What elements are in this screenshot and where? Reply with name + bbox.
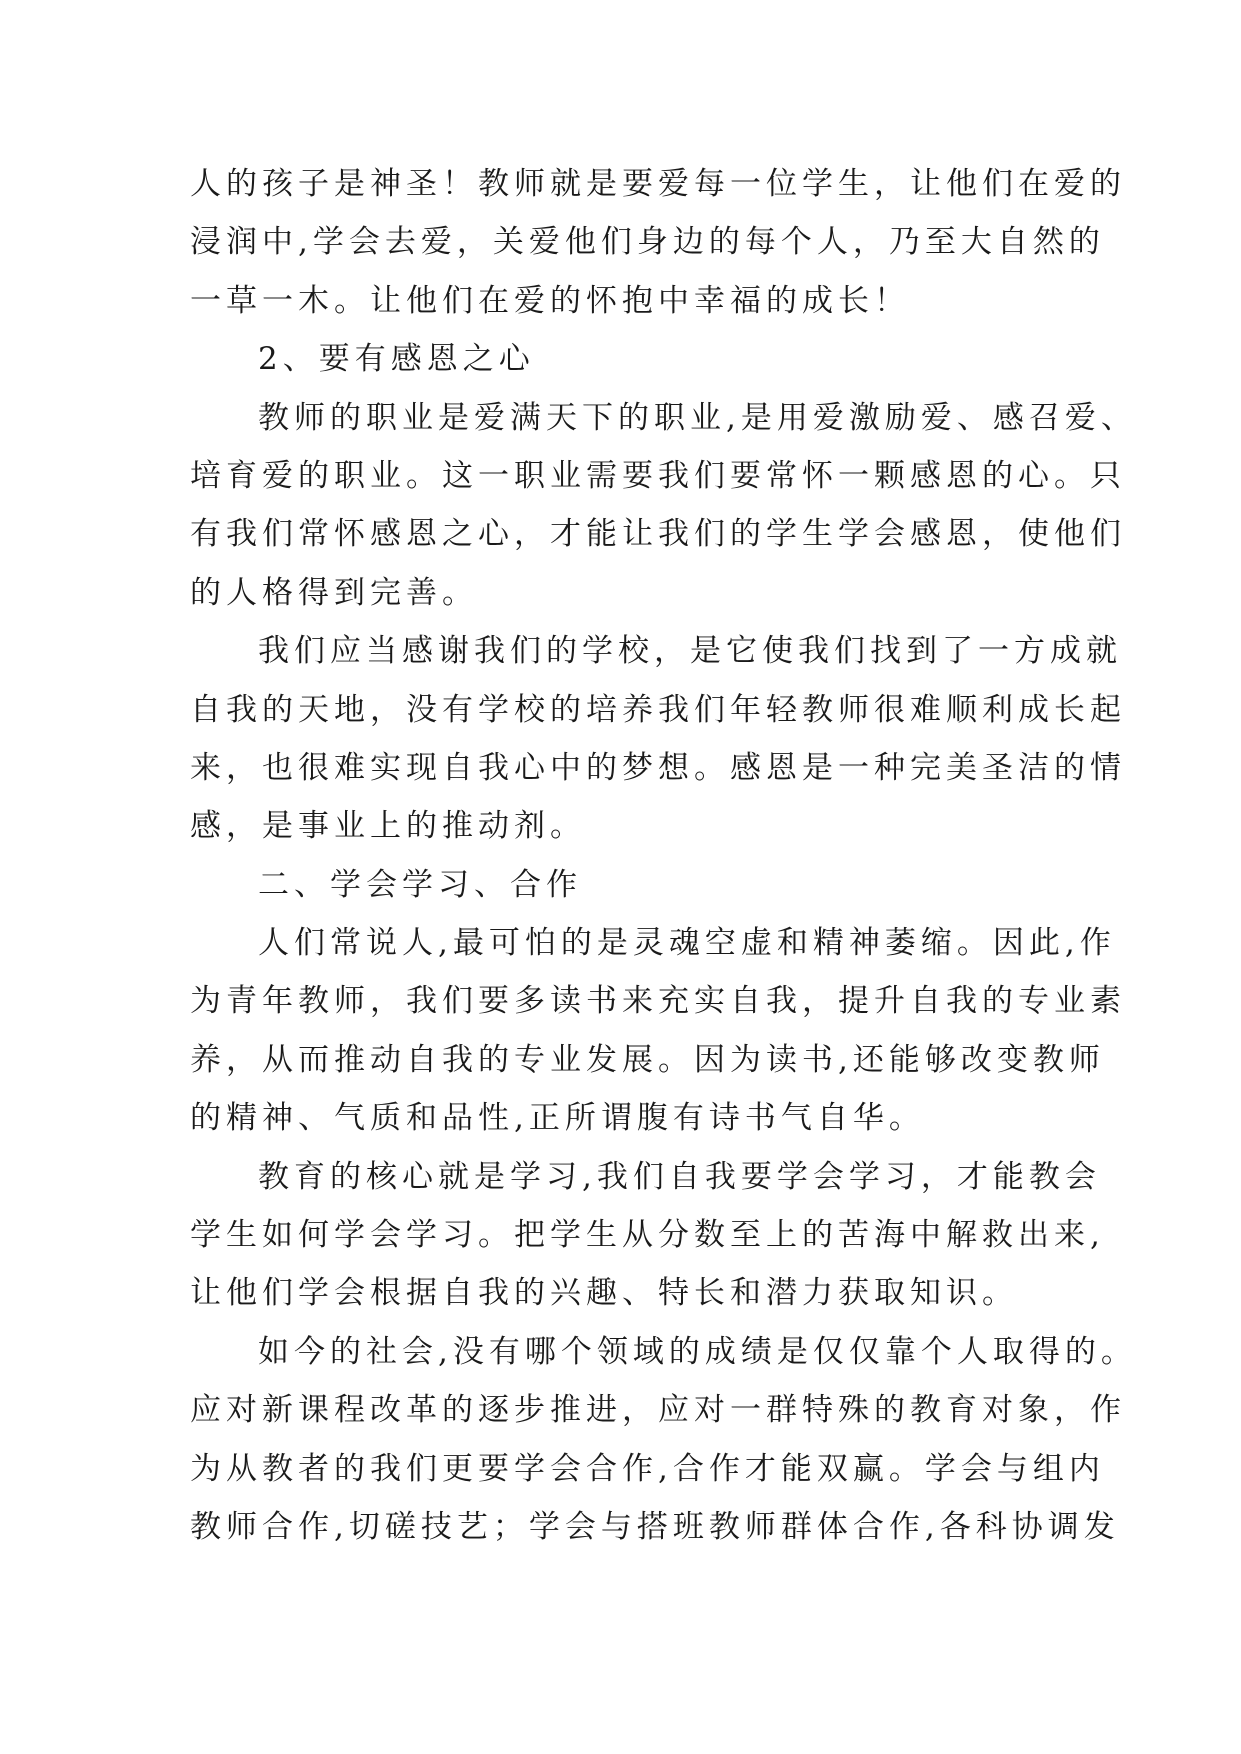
text-line: 有我们常怀感恩之心，才能让我们的学生学会感恩，使他们: [190, 516, 1126, 553]
text-line: 浸润中,学会去爱，关爱他们身边的每个人，乃至大自然的: [190, 224, 1105, 261]
text-line: 我们应当感谢我们的学校，是它使我们找到了一方成就: [258, 633, 1122, 670]
text-line: 教师合作,切磋技艺；学会与搭班教师群体合作,各科协调发: [190, 1508, 1120, 1545]
text-line: 的精神、气质和品性,正所谓腹有诗书气自华。: [190, 1100, 925, 1137]
text-line: 养，从而推动自我的专业发展。因为读书,还能够改变教师: [190, 1041, 1105, 1078]
text-line: 为从教者的我们更要学会合作,合作才能双赢。学会与组内: [190, 1450, 1105, 1487]
text-line: 的人格得到完善。: [190, 574, 478, 611]
body-text: [190, 155, 1137, 1556]
text-line: 如今的社会,没有哪个领域的成绩是仅仅靠个人取得的。: [258, 1333, 1137, 1370]
text-line: 自我的天地，没有学校的培养我们年轻教师很难顺利成长起: [190, 691, 1126, 728]
text-line: 2、要有感恩之心: [258, 341, 535, 378]
text-line: 让他们学会根据自我的兴趣、特长和潜力获取知识。: [190, 1275, 1018, 1312]
text-line: 为青年教师，我们要多读书来充实自我，提升自我的专业素: [190, 983, 1126, 1020]
text-line: 二、学会学习、合作: [258, 866, 582, 903]
text-line: 应对新课程改革的逐步推进，应对一群特殊的教育对象，作: [190, 1392, 1126, 1429]
text-line: 一草一木。让他们在爱的怀抱中幸福的成长！: [190, 282, 910, 319]
text-line: 来，也很难实现自我心中的梦想。感恩是一种完美圣洁的情: [190, 749, 1126, 786]
text-line: 学生如何学会学习。把学生从分数至上的苦海中解救出来,: [190, 1217, 1105, 1254]
text-line: 培育爱的职业。这一职业需要我们要常怀一颗感恩的心。只: [190, 457, 1126, 494]
text-line: 人们常说人,最可怕的是灵魂空虚和精神萎缩。因此,作: [258, 925, 1116, 962]
text-line: 感，是事业上的推动剂。: [190, 808, 586, 845]
text-line: 教师的职业是爱满天下的职业,是用爱激励爱、感召爱、: [258, 399, 1137, 436]
text-line: 教育的核心就是学习,我们自我要学会学习，才能教会: [258, 1158, 1101, 1195]
text-line: 人的孩子是神圣！教师就是要爱每一位学生，让他们在爱的: [190, 166, 1126, 202]
